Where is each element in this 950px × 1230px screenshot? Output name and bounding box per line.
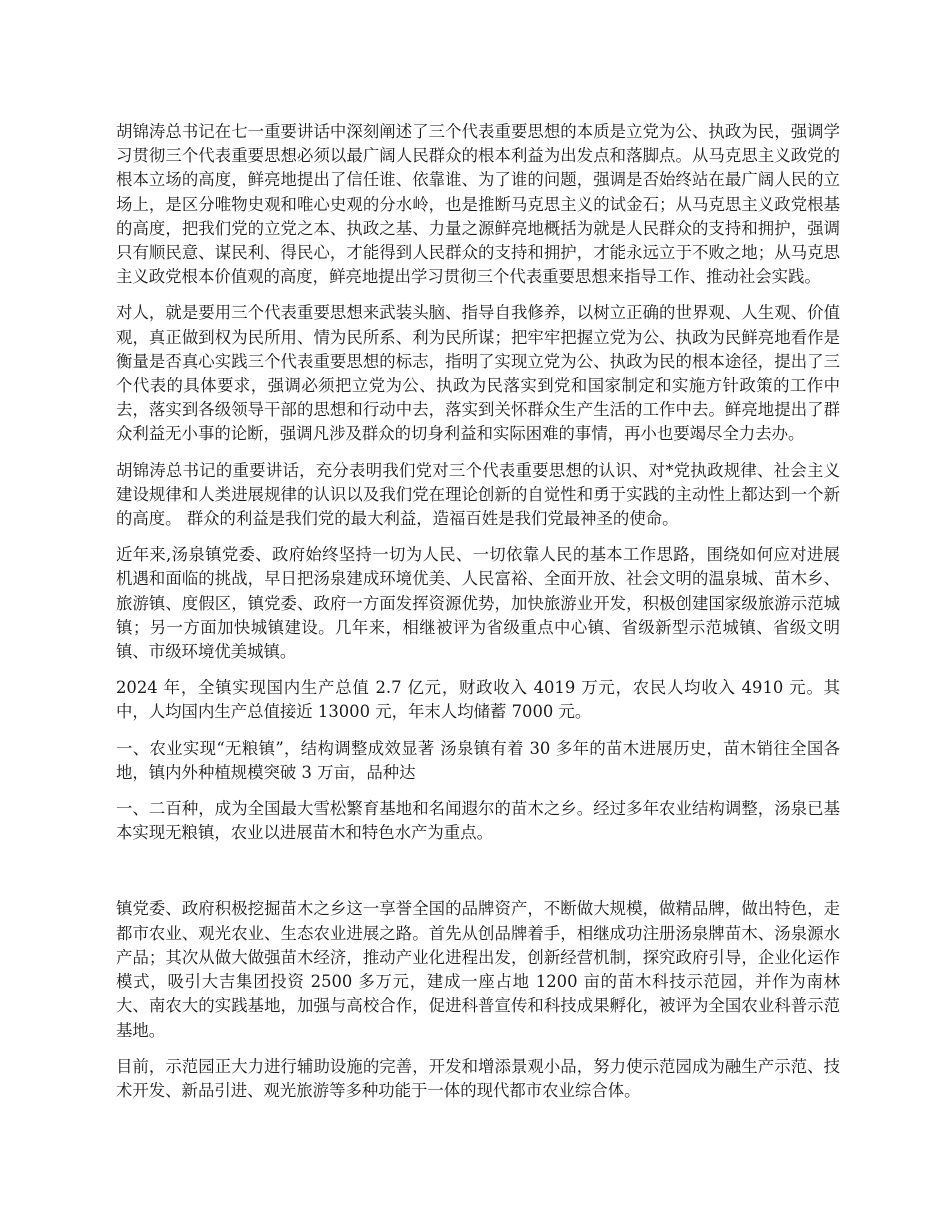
paragraph-3: 胡锦涛总书记的重要讲话，充分表明我们党对三个代表重要思想的认识、对*党执政规律、社会主义建设规律和人类进展规律的认识以及我们党在理论创新的自觉性和勇于实践的主动性上都达到一个新的高度。 群众的利益是我们党的最大利益，造福百姓是我们党最神圣的使命。	[116, 460, 840, 529]
paragraph-1: 胡锦涛总书记在七一重要讲话中深刻阐述了三个代表重要思想的本质是立党为公、执政为民，强调学习贯彻三个代表重要思想必须以最广阔人民群众的根本利益为出发点和落脚点。从马克思主义政党的根本立场的高度，鲜亮地提出了信任谁、依靠谁、为了谁的问题，强调是否始终站在最广阔人民的立场上，是区分唯物史观和唯心史观的分水岭，也是推断马克思主义的试金石；从马克思主义政党根基的高度，把我们党的立党之本、执政之基、力量之源鲜亮地概括为就是人民群众的支持和拥护，强调只有顺民意、谋民利、得民心，才能得到人民群众的支持和拥护，才能永远立于不败之地；从马克思主义政党根本价值观的高度，鲜亮地提出学习贯彻三个代表重要思想来指导工作、推动社会实践。	[116, 122, 840, 287]
paragraph-5: 2024 年，全镇实现国内生产总值 2.7 亿元，财政收入 4019 万元，农民人均收入 4910 元。其中，人均国内生产总值接近 13000 元，年末人均储蓄 7000 元。	[116, 678, 840, 722]
blank-gap	[116, 857, 840, 897]
paragraph-9: 目前，示范园正大力进行辅助设施的完善，开发和增添景观小品，努力使示范园成为融生产示范、技术开发、新品引进、观光旅游等多种功能于一体的现代都市农业综合体。	[116, 1056, 840, 1100]
paragraph-8: 镇党委、政府积极挖掘苗木之乡这一享誉全国的品牌资产，不断做大规模，做精品牌，做出特色，走都市农业、观光农业、生态农业进展之路。首先从创品牌着手，相继成功注册汤泉牌苗木、汤泉源水产品；其次从做大做强苗木经济，推动产业化进程出发，创新经营机制，探究政府引导，企业化运作模式，吸引大吉集团投资 2500 多万元，建成一座占地 1200 亩的苗木科技示范园，并作为南林大、南农大的实践基地，加强与高校合作，促进科普宣传和科技成果孵化，被评为全国农业科普示范基地。	[116, 899, 840, 1040]
paragraph-6: 一、农业实现“无粮镇”，结构调整成效显著 汤泉镇有着 30 多年的苗木进展历史，苗木销往全国各地，镇内外种植规模突破 3 万亩，品种达	[116, 738, 840, 782]
paragraph-2: 对人，就是要用三个代表重要思想来武装头脑、指导自我修养，以树立正确的世界观、人生观、价值观，真正做到权为民所用、情为民所系、利为民所谋；把牢牢把握立党为公、执政为民鲜亮地看作是衡量是否真心实践三个代表重要思想的标志，指明了实现立党为公、执政为民的根本途径，提出了三个代表的具体要求，强调必须把立党为公、执政为民落实到党和国家制定和实施方针政策的工作中去，落实到各级领导干部的思想和行动中去，落实到关怀群众生产生活的工作中去。鲜亮地提出了群众利益无小事的论断，强调凡涉及群众的切身利益和实际困难的事情，再小也要竭尽全力去办。	[116, 303, 840, 444]
paragraph-7: 一、二百种，成为全国最大雪松繁育基地和名闻遐尔的苗木之乡。经过多年农业结构调整，汤泉已基本实现无粮镇，农业以进展苗木和特色水产为重点。	[116, 799, 840, 843]
document-page	[116, 120, 840, 1115]
paragraph-4: 近年来,汤泉镇党委、政府始终坚持一切为人民、一切依靠人民的基本工作思路，围绕如何应对进展机遇和面临的挑战，早日把汤泉建成环境优美、人民富裕、全面开放、社会文明的温泉城、苗木乡、旅游镇、度假区，镇党委、政府一方面发挥资源优势，加快旅游业开发，积极创建国家级旅游示范城镇；另一方面加快城镇建设。几年来，相继被评为省级重点中心镇、省级新型示范城镇、省级文明镇、市级环境优美城镇。	[116, 545, 840, 662]
